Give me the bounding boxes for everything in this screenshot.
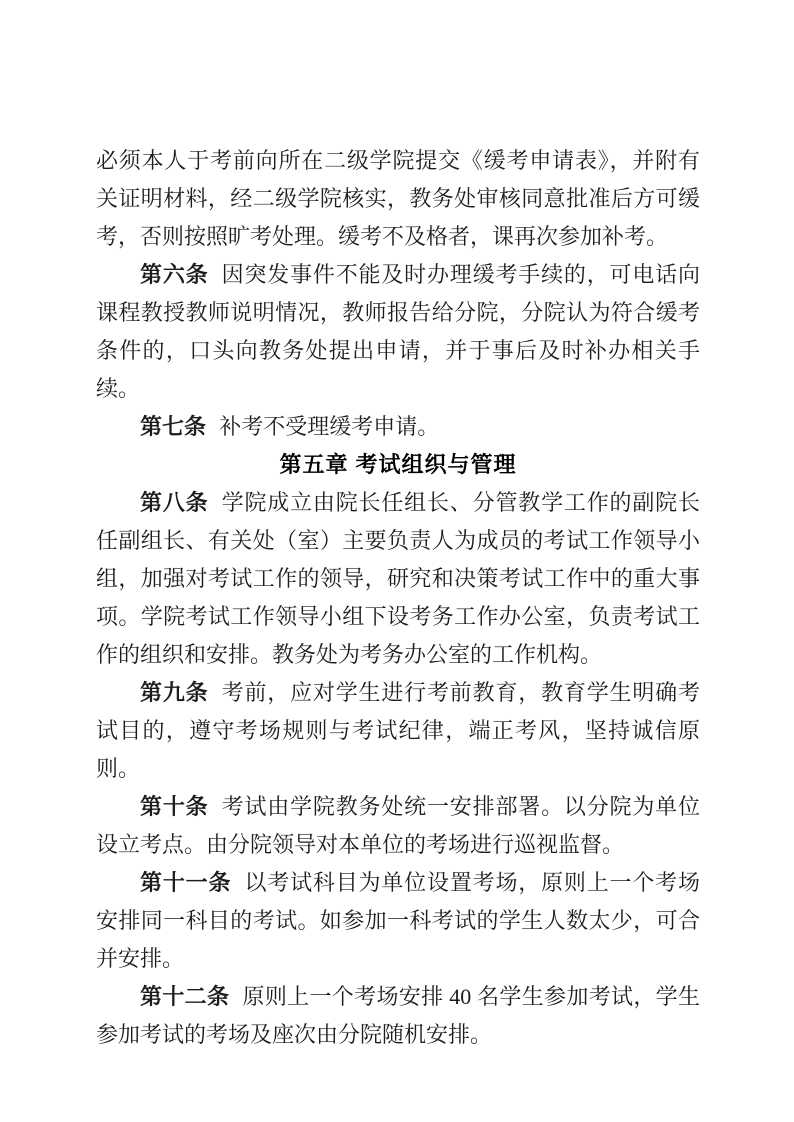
article-10-label: 第十条 (140, 794, 209, 819)
article-10 (96, 788, 700, 864)
article-9-label: 第九条 (140, 680, 209, 705)
article-7-label: 第七条 (140, 414, 207, 439)
article-12-label: 第十二条 (140, 984, 230, 1009)
article-6-label: 第六条 (140, 262, 209, 287)
article-8-label: 第八条 (140, 490, 209, 515)
article-12 (96, 978, 700, 1054)
article-6 (96, 256, 700, 408)
article-11-label: 第十一条 (140, 870, 232, 895)
article-7 (96, 408, 700, 446)
article-9-text: 考前，应对学生进行考前教育，教育学生明确考试目的，遵守考场规则与考试纪律，端正考风，坚持诚信原则。 (96, 680, 700, 781)
chapter-heading: 第五章 考试组织与管理 (279, 452, 517, 477)
article-11 (96, 864, 700, 978)
article-9 (96, 674, 700, 788)
article-11-text: 以考试科目为单位设置考场，原则上一个考场安排同一科目的考试。如参加一科考试的学生人数太少，可合并安排。 (96, 870, 700, 971)
article-12-text: 原则上一个考场安排 40 名学生参加考试，学生参加考试的考场及座次由分院随机安排。 (96, 984, 700, 1047)
article-10-text: 考试由学院教务处统一安排部署。以分院为单位设立考点。由分院领导对本单位的考场进行巡视监督。 (96, 794, 700, 857)
paragraph-continuation (96, 142, 700, 256)
document-body (96, 142, 700, 1054)
article-8-text: 学院成立由院长任组长、分管教学工作的副院长任副组长、有关处（室）主要负责人为成员的考试工作领导小组，加强对考试工作的领导，研究和决策考试工作中的重大事项。学院考试工作领导小组下设考务工作办公室，负责考试工作的组织和安排。教务处为考务办公室的工作机构。 (96, 490, 700, 667)
article-8 (96, 484, 700, 674)
paragraph-text: 必须本人于考前向所在二级学院提交《缓考申请表》，并附有关证明材料，经二级学院核实，教务处审核同意批准后方可缓考，否则按照旷考处理。缓考不及格者，课再次参加补考。 (96, 148, 700, 249)
article-6-text: 因突发事件不能及时办理缓考手续的，可电话向课程教授教师说明情况，教师报告给分院，分院认为符合缓考条件的，口头向教务处提出申请，并于事后及时补办相关手续。 (96, 262, 700, 401)
article-7-text: 补考不受理缓考申请。 (219, 414, 440, 439)
